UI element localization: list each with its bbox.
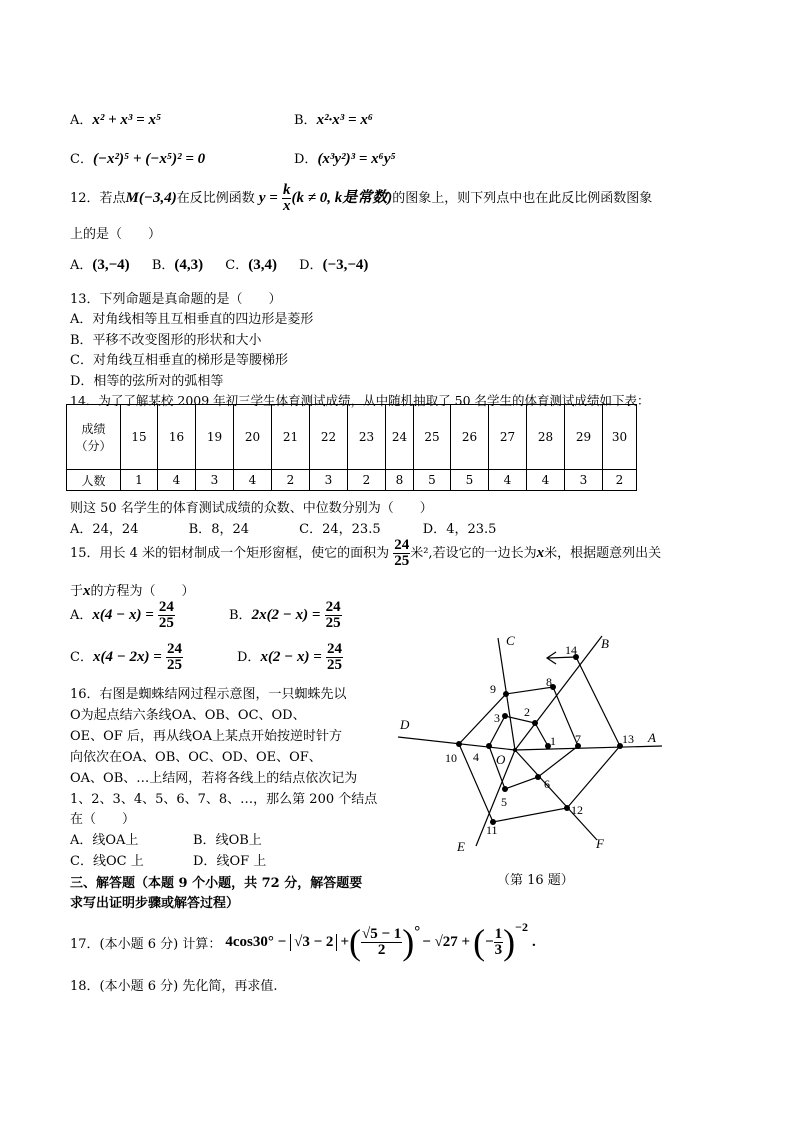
label-14: 14 <box>565 643 577 657</box>
label-6: 6 <box>544 777 550 791</box>
q17-line: 17．(本小题 6 分) 计算： 4cos30° − √3 − 2 + ( $\frac{√5 - 1}{2}$ ) ° − √27 + ( − $\frac{1}{3}$ ) −2 . <box>70 920 536 962</box>
q14-score-cell: 15 <box>121 405 158 470</box>
label-e: E <box>457 839 465 854</box>
section3-heading-line1: 三、解答题（本题 9 个小题，共 72 分，解答题要 <box>70 876 363 891</box>
q16-line-7: 在（ ） <box>70 812 136 827</box>
q14-score-cell: 28 <box>527 405 565 470</box>
q14-count-cell: 1 <box>121 470 158 491</box>
q14-score-cell: 24 <box>386 405 414 470</box>
q15-stem: 15．用长 4 米的铝材制成一个矩形窗框，使它的面积为 $\frac{24}{25}$ 米²,若设它的一边长为x米，根据题意列出关 <box>70 537 662 569</box>
q14-count-cell: 3 <box>310 470 348 491</box>
q14-score-cell: 25 <box>414 405 451 470</box>
q14-score-cell: 16 <box>158 405 196 470</box>
q16-option-d: D．线OF 上 <box>193 854 267 869</box>
q14-score-cell: 30 <box>603 405 637 470</box>
q17-absolute-value: √3 − 2 <box>290 934 337 951</box>
q14-count-cell: 3 <box>565 470 603 491</box>
q14-count-cell: 4 <box>158 470 196 491</box>
node-9 <box>503 691 509 697</box>
q17-neg-fraction: $\frac{1}{3}$ <box>494 925 503 958</box>
q17-fraction: $\frac{√5 - 1}{2}$ <box>362 925 402 958</box>
node-4 <box>486 743 492 749</box>
q14-score-cell: 26 <box>451 405 489 470</box>
q16-option-c: C．线OC 上 <box>70 854 144 869</box>
label-o: O <box>496 752 506 767</box>
q12-function-fraction: $\frac{k}{x}$ <box>282 182 291 214</box>
label-c: C <box>506 633 515 648</box>
origin-point <box>513 748 517 752</box>
q14-options: A．24，24 B．8，24 C．24，23.5 D．4，23.5 <box>70 522 497 537</box>
q13-option-c: C．对角线互相垂直的梯形是等腰梯形 <box>70 353 288 368</box>
q14-count-cell: 4 <box>234 470 272 491</box>
q11-option-a: A．x² + x³ = x⁵ <box>70 112 162 128</box>
node-2 <box>532 720 538 726</box>
label-1: 1 <box>550 734 556 748</box>
q14-score-header: 成绩 （分） <box>67 405 121 470</box>
q14-count-cell: 4 <box>527 470 565 491</box>
ray-ob <box>515 636 602 750</box>
q15-area-fraction: $\frac{24}{25}$ <box>394 537 410 569</box>
q15-line2: 于x的方程为（ ） <box>70 583 195 599</box>
node-10 <box>456 741 462 747</box>
label-a: A <box>648 730 656 745</box>
label-d: D <box>400 717 410 732</box>
q16-line-4: 向依次在OA、OB、OC、OD、OE、OF、 <box>70 750 322 765</box>
label-f: F <box>596 836 604 851</box>
q11-option-b: B．x²·x³ = x⁶ <box>294 112 374 128</box>
q12-options: A．(3,−4) B．(4,3) C．(3,4) D．(−3,−4) <box>70 257 369 273</box>
q13-option-a: A．对角线相等且互相垂直的四边形是菱形 <box>70 312 314 327</box>
label-2: 2 <box>524 705 530 719</box>
q14-question: 则这 50 名学生的体育测试成绩的众数、中位数分别为（ ） <box>70 501 433 516</box>
q14-count-header: 人数 <box>67 470 121 491</box>
label-13: 13 <box>622 732 634 746</box>
q14-count-cell: 3 <box>196 470 234 491</box>
label-12: 12 <box>571 803 583 817</box>
q14-score-table <box>66 404 637 491</box>
q11-option-d: D．(x³y²)³ = x⁶y⁵ <box>294 151 396 167</box>
q12-line2: 上的是（ ） <box>70 227 162 242</box>
q14-score-cell: 21 <box>272 405 310 470</box>
label-10: 10 <box>445 751 457 765</box>
q15-option-b: B．2x(2 − x) = $\frac{24}{25}$ <box>229 599 341 631</box>
q14-count-cell: 8 <box>386 470 414 491</box>
label-7: 7 <box>575 732 581 746</box>
label-11: 11 <box>486 823 498 837</box>
q15-option-a: A．x(4 − x) = $\frac{24}{25}$ <box>70 599 174 631</box>
q14-count-cell: 4 <box>489 470 527 491</box>
q14-stem: 14．为了了解某校 2009 年初三学生体育测试成绩，从中随机抽取了 50 名学生的体育测试成绩如下表： <box>70 393 650 408</box>
label-3: 3 <box>494 711 500 725</box>
q14-score-cell: 29 <box>565 405 603 470</box>
q14-count-cell: 2 <box>603 470 637 491</box>
q13-stem: 13．下列命题是真命题的是（ ） <box>70 292 282 307</box>
label-8: 8 <box>546 675 552 689</box>
figure-caption: （第 16 题） <box>497 873 574 888</box>
q11-option-c: C．(−x²)⁵ + (−x⁵)² = 0 <box>70 151 206 167</box>
q16-line-5: OA、OB、…上结网，若将各线上的结点依次记为 <box>70 771 358 786</box>
section3-heading-line2: 求写出证明步骤或解答过程） <box>70 896 240 911</box>
q14-score-row <box>67 405 637 470</box>
q16-line-3: OE、OF 后，再从线OA上某点开始按逆时针方 <box>70 729 343 744</box>
label-5: 5 <box>501 795 507 809</box>
web-spiral <box>459 657 620 822</box>
q15-option-d: D．x(2 − x) = $\frac{24}{25}$ <box>237 641 342 673</box>
q14-count-row <box>67 470 637 491</box>
q13-option-d: D．相等的弦所对的弧相等 <box>70 374 224 389</box>
q14-count-cell: 2 <box>272 470 310 491</box>
q18-text: 18．(本小题 6 分) 先化简，再求值. <box>70 979 278 994</box>
q13-option-b: B．平移不改变图形的形状和大小 <box>70 333 262 348</box>
q14-score-cell: 19 <box>196 405 234 470</box>
q12-stem: 12．若点M(−3,4)在反比例函数 y = $\frac{k}{x}$ (k ≠ 0, k是常数)的图象上，则下列点中也在此反比例函数图象 <box>70 182 653 214</box>
q14-score-cell: 27 <box>489 405 527 470</box>
q14-score-cell: 22 <box>310 405 348 470</box>
q16-line-1: 16．右图是蜘蛛结网过程示意图，一只蜘蛛先以 <box>70 687 347 702</box>
spider-web-figure <box>390 628 670 863</box>
q16-line-2: O为起点结六条线OA、OB、OC、OD、 <box>70 708 306 723</box>
label-4: 4 <box>473 750 479 764</box>
q14-score-cell: 23 <box>348 405 386 470</box>
q14-score-cell: 20 <box>234 405 272 470</box>
label-b: B <box>601 636 609 651</box>
q16-option-b: B．线OB上 <box>193 833 262 848</box>
q15-option-c: C．x(4 − 2x) = $\frac{24}{25}$ <box>70 641 182 673</box>
q14-count-cell: 2 <box>348 470 386 491</box>
q14-count-cell: 5 <box>451 470 489 491</box>
arrow-shaft <box>548 657 576 658</box>
label-9: 9 <box>490 682 496 696</box>
ray-oa <box>515 746 662 750</box>
q14-count-cell: 5 <box>414 470 451 491</box>
node-5 <box>502 786 508 792</box>
node-6 <box>535 774 541 780</box>
node-3 <box>502 713 508 719</box>
q16-line-6: 1、2、3、4、5、6、7、8、…，那么第 200 个结点 <box>70 792 378 807</box>
node-12 <box>564 805 570 811</box>
q16-option-a: A．线OA上 <box>70 833 139 848</box>
